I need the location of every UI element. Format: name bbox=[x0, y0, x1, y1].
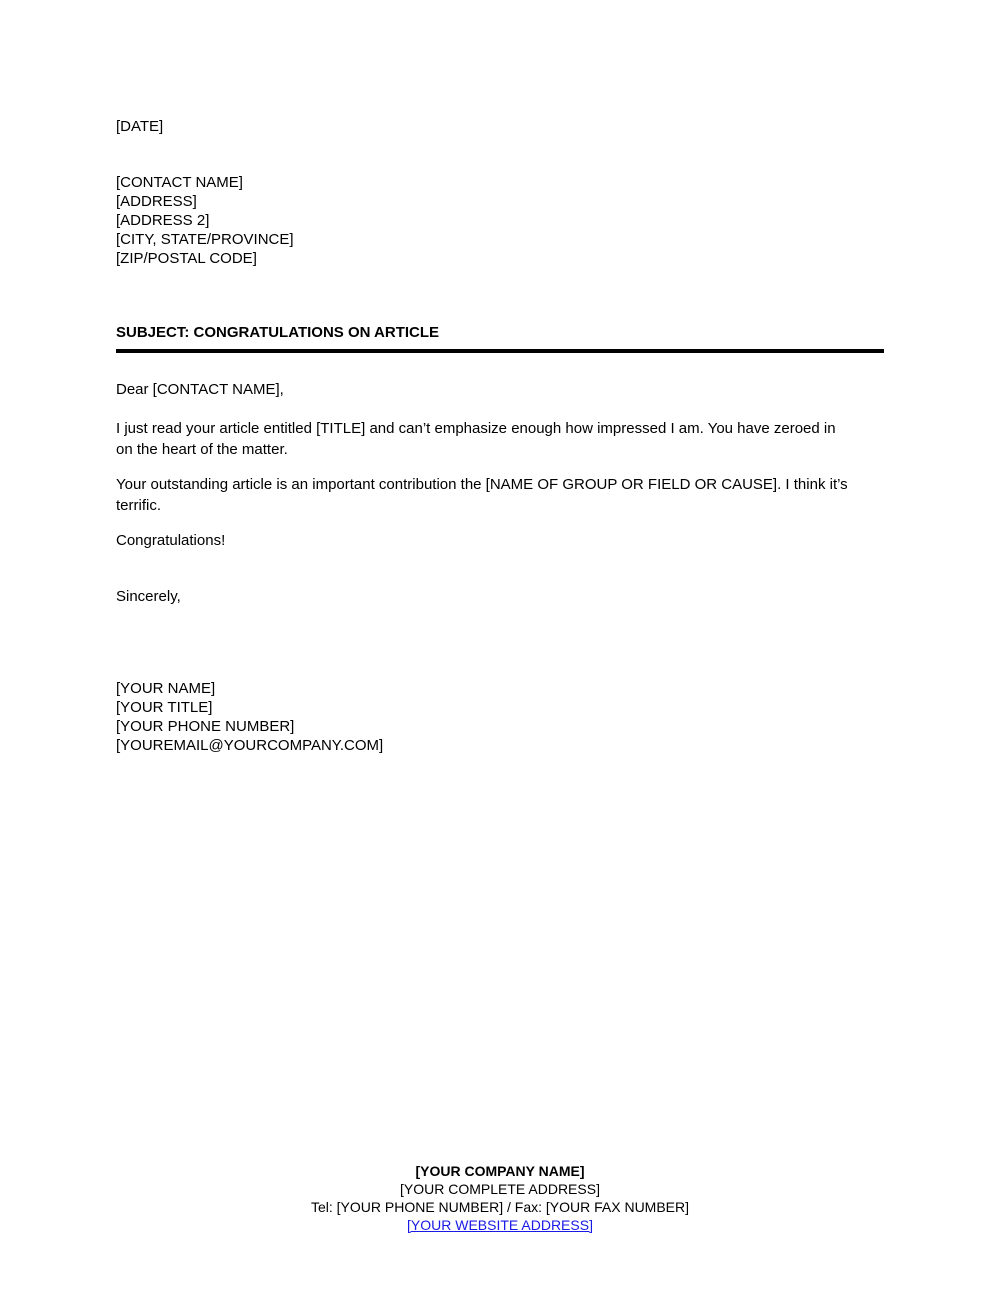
recipient-address-block bbox=[116, 173, 294, 268]
footer-company-name: [YOUR COMPANY NAME] bbox=[415, 1163, 585, 1179]
recipient-line: [ZIP/POSTAL CODE] bbox=[116, 250, 257, 267]
paragraph-two: Your outstanding article is an important contribution the [NAME OF GROUP OR FIELD OR CAUSE]. I think it’s terrific. bbox=[116, 476, 848, 514]
footer-address: [YOUR COMPLETE ADDRESS] bbox=[400, 1181, 600, 1197]
horizontal-rule bbox=[116, 349, 884, 353]
paragraph-one: I just read your article entitled [TITLE] and can’t emphasize enough how impressed I am. You have zeroed in on the heart of the matter. bbox=[116, 420, 836, 458]
footer-website-link[interactable]: [YOUR WEBSITE ADDRESS] bbox=[407, 1217, 593, 1233]
signature-line: [YOUR TITLE] bbox=[116, 699, 213, 716]
recipient-line: [CITY, STATE/PROVINCE] bbox=[116, 231, 294, 248]
recipient-line: [CONTACT NAME] bbox=[116, 174, 243, 191]
signature-line: [YOUR PHONE NUMBER] bbox=[116, 718, 295, 735]
recipient-line: [ADDRESS 2] bbox=[116, 212, 210, 229]
closing-line: Sincerely, bbox=[116, 588, 181, 605]
date-line: [DATE] bbox=[116, 118, 164, 135]
salutation: Dear [CONTACT NAME], bbox=[116, 381, 284, 398]
footer-phone-fax: Tel: [YOUR PHONE NUMBER] / Fax: [YOUR FAX NUMBER] bbox=[310, 1199, 690, 1215]
paragraph-three: Congratulations! bbox=[116, 532, 226, 549]
recipient-line: [ADDRESS] bbox=[116, 193, 197, 210]
subject-line: SUBJECT: CONGRATULATIONS ON ARTICLE bbox=[116, 324, 440, 341]
signature-line: [YOUREMAIL@YOURCOMPANY.COM] bbox=[116, 737, 384, 754]
page-footer bbox=[0, 1162, 1000, 1234]
signature-block bbox=[116, 679, 383, 755]
signature-line: [YOUR NAME] bbox=[116, 680, 216, 697]
